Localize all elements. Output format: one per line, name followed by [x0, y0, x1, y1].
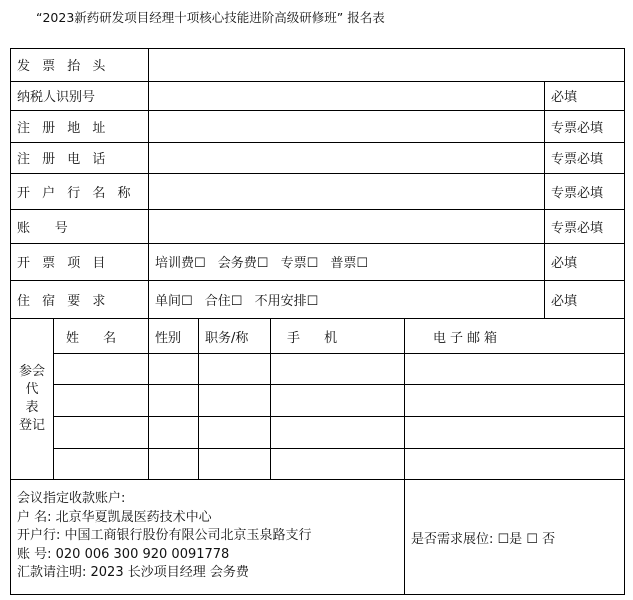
- row-bank-name: [11, 174, 625, 210]
- row-tax-id: [11, 81, 625, 110]
- row-account-no: [11, 209, 625, 244]
- participant-gender-cell[interactable]: [149, 353, 199, 385]
- col-header-name: 姓 名: [54, 319, 149, 354]
- checkbox-no-lodging[interactable]: 不用安排☐: [254, 294, 319, 310]
- participant-position-cell[interactable]: [199, 448, 271, 480]
- note-lodging: 必填: [545, 280, 625, 319]
- participants-header-row: [11, 319, 625, 354]
- checkbox-special-invoice[interactable]: 专票☐: [280, 256, 319, 272]
- participant-email-cell[interactable]: [405, 353, 625, 385]
- label-bank-name: 开 户 行 名 称: [11, 174, 149, 210]
- participant-gender-cell[interactable]: [149, 385, 199, 417]
- col-header-email: 电子邮箱: [405, 319, 625, 354]
- participant-name-cell[interactable]: [54, 385, 149, 417]
- participants-label-line: 登记: [18, 418, 45, 434]
- participant-phone-cell[interactable]: [271, 448, 405, 480]
- label-invoice-header: 发 票 抬 头: [11, 49, 149, 82]
- participant-phone-cell[interactable]: [271, 417, 405, 449]
- note-invoice-items: 必填: [545, 244, 625, 281]
- booth-request[interactable]: 是否需求展位: ☐是 ☐ 否: [405, 480, 625, 595]
- participant-gender-cell[interactable]: [149, 448, 199, 480]
- options-invoice-items: [149, 244, 545, 281]
- participants-label-line: 代: [25, 382, 39, 398]
- input-invoice-header[interactable]: [149, 49, 625, 82]
- participant-position-cell[interactable]: [199, 385, 271, 417]
- col-header-gender: 性别: [149, 319, 199, 354]
- input-reg-phone[interactable]: [149, 142, 545, 174]
- checkbox-shared-room[interactable]: 合住☐: [204, 294, 243, 310]
- label-reg-address: 注 册 地 址: [11, 111, 149, 143]
- participant-row: [11, 448, 625, 480]
- note-reg-address: 专票必填: [545, 111, 625, 143]
- row-invoice-header: [11, 49, 625, 82]
- participant-row: [11, 353, 625, 385]
- label-reg-phone: 注 册 电 话: [11, 142, 149, 174]
- participant-name-cell[interactable]: [54, 353, 149, 385]
- checkbox-training-fee[interactable]: 培训费☐: [155, 256, 206, 272]
- participant-position-cell[interactable]: [199, 417, 271, 449]
- checkbox-conference-fee[interactable]: 会务费☐: [217, 256, 269, 272]
- account-holder-name: 户 名: 北京华夏凯晟医药技术中心: [17, 509, 212, 525]
- options-lodging: [149, 280, 545, 319]
- account-info-heading: 会议指定收款账户:: [17, 491, 126, 507]
- label-invoice-items: 开 票 项 目: [11, 244, 149, 281]
- label-lodging: 住 宿 要 求: [11, 280, 149, 319]
- participant-name-cell[interactable]: [54, 448, 149, 480]
- account-bank: 开户行: 中国工商银行股份有限公司北京玉泉路支行: [17, 528, 312, 544]
- participant-gender-cell[interactable]: [149, 417, 199, 449]
- label-tax-id: 纳税人识别号: [11, 81, 149, 110]
- remittance-note: 汇款请注明: 2023 长沙项目经理 会务费: [17, 565, 249, 581]
- label-account-no: 账 号: [11, 209, 149, 244]
- participant-row: [11, 417, 625, 449]
- note-tax-id: 必填: [545, 81, 625, 110]
- participant-position-cell[interactable]: [199, 353, 271, 385]
- form-title: “2023新药研发项目经理十项核心技能进阶高级研修班” 报名表: [36, 10, 385, 25]
- note-account-no: 专票必填: [545, 209, 625, 244]
- input-account-no[interactable]: [149, 209, 545, 244]
- payment-row: [11, 480, 625, 595]
- participant-email-cell[interactable]: [405, 448, 625, 480]
- participants-label: [11, 319, 54, 480]
- participants-label-line: 表: [25, 400, 39, 416]
- row-lodging: [11, 280, 625, 319]
- participant-phone-cell[interactable]: [271, 353, 405, 385]
- checkbox-single-room[interactable]: 单间☐: [155, 294, 193, 310]
- participants-label-line: 参会: [18, 364, 45, 380]
- participant-email-cell[interactable]: [405, 385, 625, 417]
- registration-form-table: [10, 48, 625, 595]
- account-info: [11, 480, 405, 595]
- participant-row: [11, 385, 625, 417]
- account-number: 账 号: 020 006 300 920 0091778: [17, 546, 230, 562]
- row-reg-address: [11, 111, 625, 143]
- note-reg-phone: 专票必填: [545, 142, 625, 174]
- note-bank-name: 专票必填: [545, 174, 625, 210]
- checkbox-regular-invoice[interactable]: 普票☐: [330, 256, 369, 272]
- participant-email-cell[interactable]: [405, 417, 625, 449]
- col-header-phone: 手 机: [271, 319, 405, 354]
- participant-phone-cell[interactable]: [271, 385, 405, 417]
- row-reg-phone: [11, 142, 625, 174]
- input-bank-name[interactable]: [149, 174, 545, 210]
- col-header-position: 职务/称: [199, 319, 271, 354]
- input-tax-id[interactable]: [149, 81, 545, 110]
- participant-name-cell[interactable]: [54, 417, 149, 449]
- input-reg-address[interactable]: [149, 111, 545, 143]
- row-invoice-items: [11, 244, 625, 281]
